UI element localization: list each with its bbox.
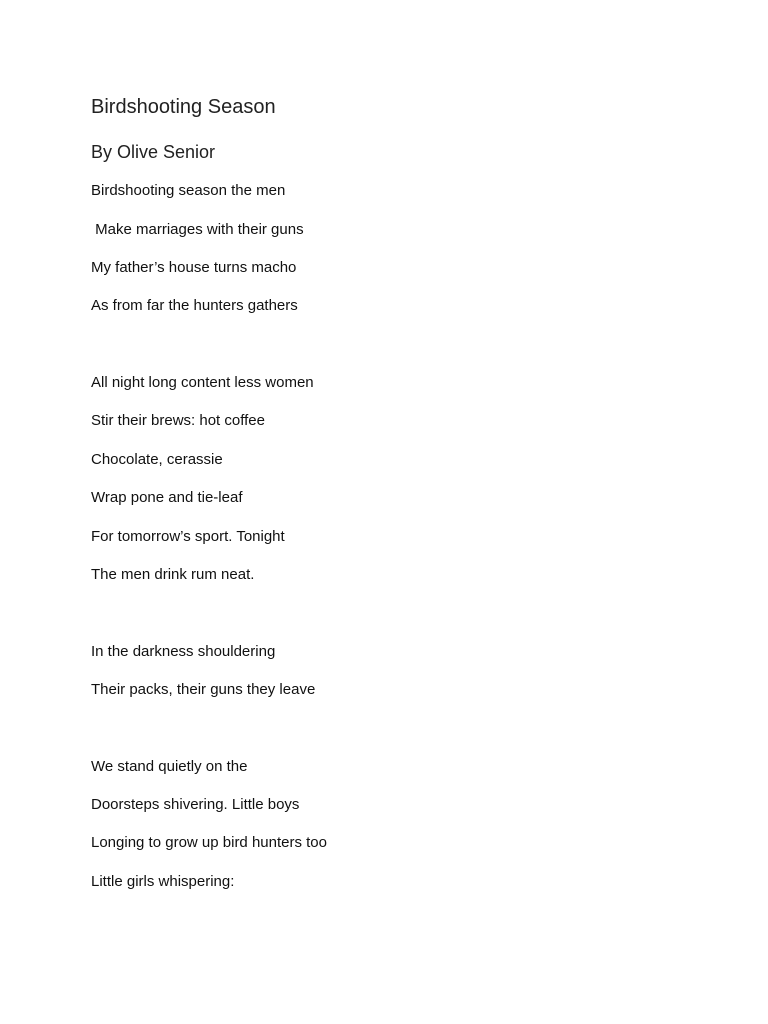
poem-line: The men drink rum neat.: [91, 566, 255, 583]
poem-line: Doorsteps shivering. Little boys: [91, 796, 300, 813]
poem-line: Birdshooting season the men: [91, 182, 286, 199]
poem-line: Little girls whispering:: [91, 873, 235, 890]
poem-line: Make marriages with their guns: [91, 221, 304, 238]
poem-title: Birdshooting Season: [91, 96, 276, 118]
poem-author: By Olive Senior: [91, 142, 216, 162]
poem-line: Wrap pone and tie-leaf: [91, 489, 243, 506]
poem-line: We stand quietly on the: [91, 758, 248, 775]
poem-line: Longing to grow up bird hunters too: [91, 834, 327, 851]
poem-line: In the darkness shouldering: [91, 643, 276, 660]
poem-line: All night long content less women: [91, 374, 314, 391]
poem-line: Stir their brews: hot coffee: [91, 412, 265, 429]
poem-line: For tomorrow’s sport. Tonight: [91, 528, 285, 545]
poem-line: Their packs, their guns they leave: [91, 681, 316, 698]
poem-line: As from far the hunters gathers: [91, 297, 298, 314]
poem-line: Chocolate, cerassie: [91, 451, 223, 468]
poem-line: My father’s house turns macho: [91, 259, 297, 276]
